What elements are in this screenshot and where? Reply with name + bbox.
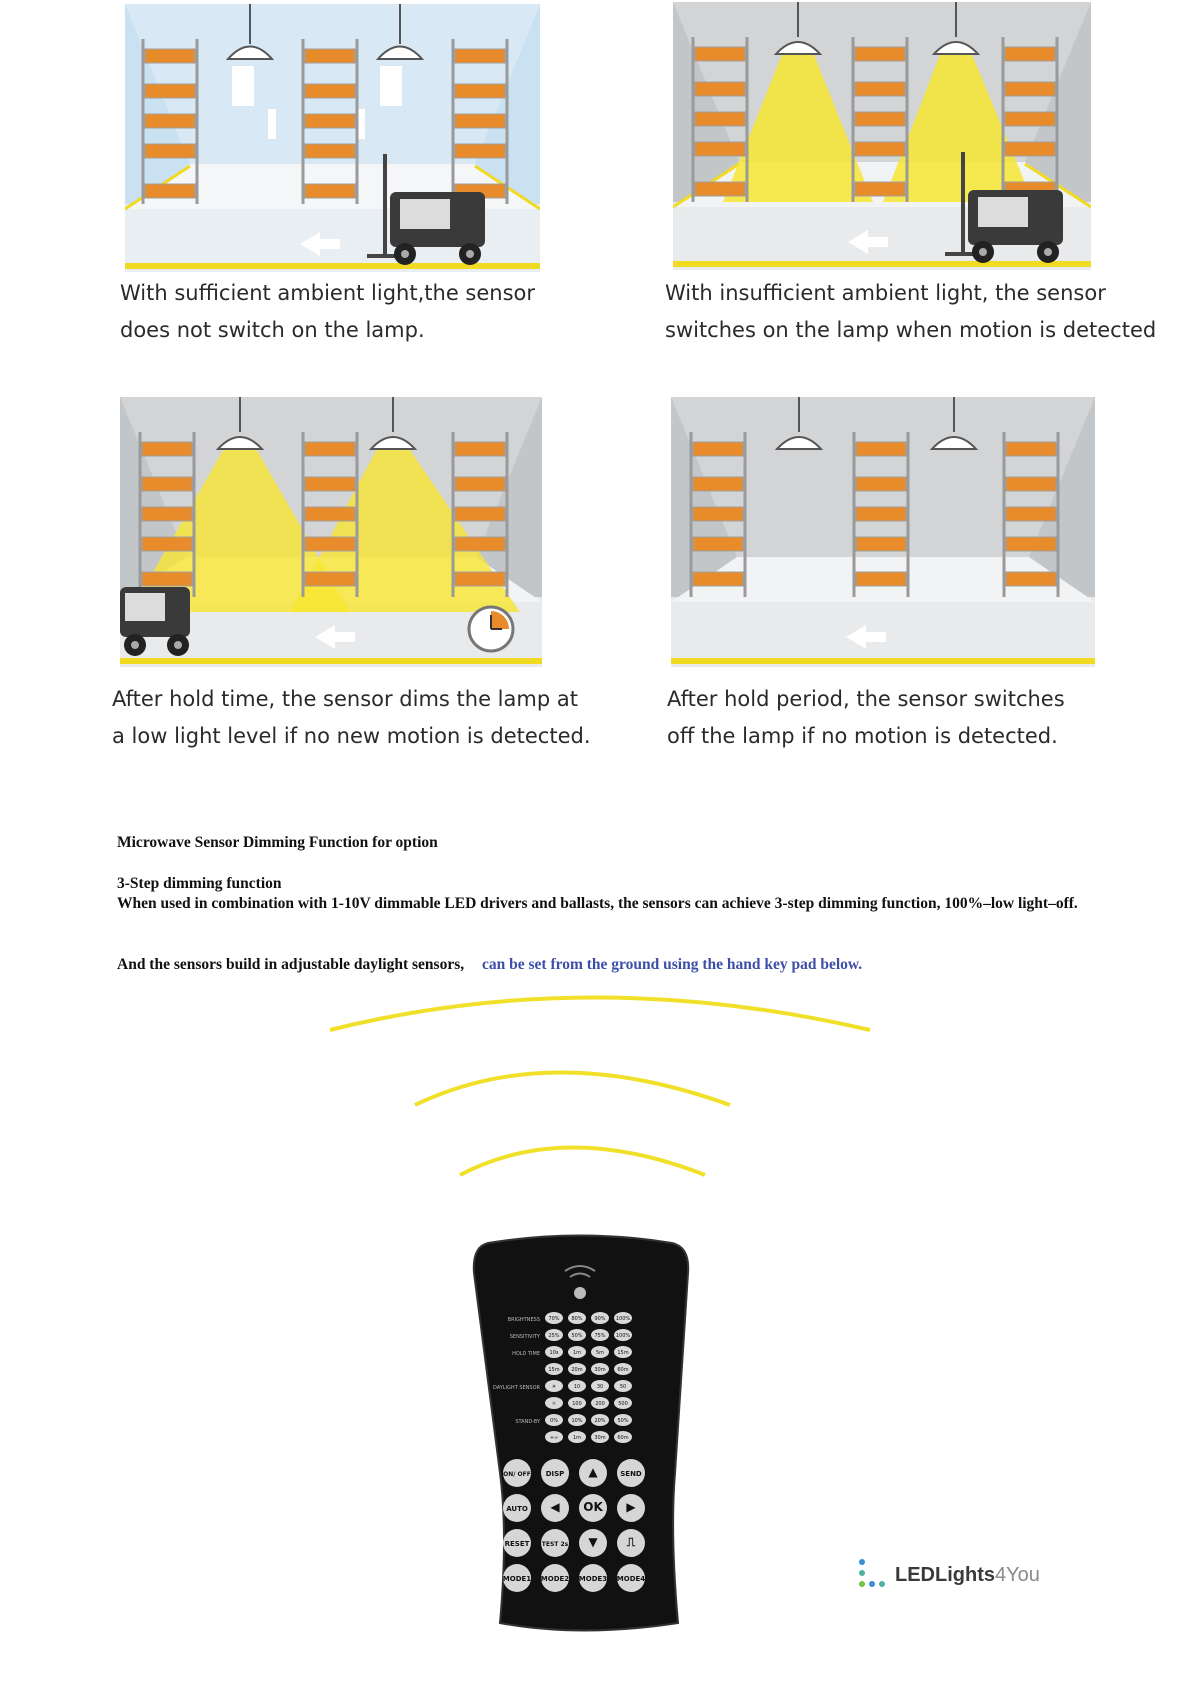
section-paragraph: When used in combination with 1-10V dimmable LED drivers and ballasts, the sensors can achieve 3-step dimming function, 100%–low light–off.	[117, 895, 1078, 912]
remote-button-label: MODE4	[616, 1575, 646, 1583]
remote-button-label: RESET	[504, 1540, 530, 1548]
section-title: Microwave Sensor Dimming Function for option	[117, 834, 438, 851]
remote-setting-key-label: 20%	[594, 1418, 606, 1424]
remote-setting-key-label: 10s	[549, 1350, 559, 1356]
remote-button-label: MODE1	[502, 1575, 532, 1583]
caption-hold-time-dim	[112, 681, 591, 755]
remote-setting-key-label: 30m	[594, 1435, 606, 1441]
remote-button-label: ON/ OFF	[503, 1471, 531, 1478]
remote-setting-key-label: 1m	[572, 1435, 582, 1441]
remote-control	[470, 1233, 690, 1633]
signal-waves-icon	[320, 985, 880, 1185]
remote-setting-key-label: 10	[573, 1384, 581, 1390]
remote-button-label: ▼	[588, 1535, 598, 1549]
remote-setting-key-label: 50%	[571, 1333, 583, 1339]
remote-setting-key-label: 100%	[615, 1333, 631, 1339]
remote-row-label: HOLD TIME	[512, 1351, 540, 1357]
remote-setting-key-label: 75%	[594, 1333, 606, 1339]
panel-sufficient-light	[125, 4, 540, 272]
remote-button-label: MODE3	[578, 1575, 608, 1583]
remote-setting-key-label: 200	[595, 1401, 605, 1407]
caption-insufficient-light	[665, 275, 1156, 349]
remote-setting-key-label: 30	[596, 1384, 604, 1390]
remote-button-label: ⎍	[626, 1535, 636, 1549]
caption-line: switches on the lamp when motion is detected	[665, 318, 1157, 342]
remote-button-label: ◀	[550, 1500, 560, 1514]
caption-sufficient-light	[120, 275, 535, 349]
warehouse-illustration	[120, 397, 542, 667]
remote-setting-key-label: 10%	[571, 1418, 583, 1424]
remote-setting-key-label: 5m	[595, 1350, 605, 1356]
warehouse-illustration	[671, 397, 1095, 667]
warehouse-illustration	[673, 2, 1091, 270]
daylight-text: And the sensors build in adjustable daylight sensors,	[117, 956, 465, 973]
remote-setting-key-label: ☼	[551, 1401, 557, 1407]
remote-button-label: ▲	[588, 1465, 598, 1479]
remote-row-label: STAND-BY	[515, 1419, 540, 1425]
caption-line: After hold period, the sensor switches	[667, 687, 1065, 711]
remote-setting-key-label: 70%	[548, 1316, 560, 1322]
ir-window-icon	[574, 1287, 586, 1299]
warehouse-illustration	[125, 4, 540, 272]
remote-setting-key-label: 60m	[617, 1435, 629, 1441]
remote-setting-key-label: 50	[619, 1384, 627, 1390]
remote-button-label: ▶	[626, 1500, 636, 1514]
remote-setting-key-label: +∞	[549, 1435, 559, 1441]
remote-setting-key-label: 1m	[572, 1350, 582, 1356]
remote-button-label: SEND	[620, 1470, 642, 1478]
remote-setting-key-label: 20m	[571, 1367, 583, 1373]
remote-setting-key-label: 60m	[617, 1367, 629, 1373]
logo-dots-icon	[855, 1555, 889, 1595]
caption-line: After hold time, the sensor dims the lamp at	[112, 687, 578, 711]
remote-row-label: DAYLIGHT SENSOR	[492, 1385, 540, 1391]
caption-line: off the lamp if no motion is detected.	[667, 724, 1058, 748]
caption-hold-period-off	[667, 681, 1065, 755]
remote-button-label: MODE2	[540, 1575, 570, 1583]
remote-setting-key-label: 15m	[617, 1350, 629, 1356]
remote-setting-key-label: 100%	[615, 1316, 631, 1322]
remote-setting-key-label: 15m	[548, 1367, 560, 1373]
remote-button-label: DISP	[545, 1470, 565, 1478]
remote-button-label: OK	[583, 1500, 603, 1514]
logo-text-light: 4You	[995, 1563, 1040, 1586]
caption-line: With insufficient ambient light, the sensor	[665, 281, 1106, 305]
remote-setting-key-label: 100	[572, 1401, 582, 1407]
daylight-link[interactable]: can be set from the ground using the hand key pad below.	[482, 956, 863, 973]
panel-hold-time-dim	[120, 397, 542, 667]
remote-row-label: BRIGHTNESS	[507, 1317, 540, 1323]
remote-button-label: TEST 2s	[541, 1541, 569, 1548]
remote-setting-key-label: 90%	[594, 1316, 606, 1322]
panel-insufficient-light	[673, 2, 1091, 270]
remote-row-label: SENSITIVITY	[509, 1334, 540, 1340]
remote-setting-key-label: 500	[618, 1401, 628, 1407]
caption-line: a low light level if no new motion is detected.	[112, 724, 591, 748]
remote-setting-key-label: 30m	[594, 1367, 606, 1373]
logo-text-bold: LEDLights	[895, 1563, 995, 1586]
remote-button-label: AUTO	[506, 1505, 528, 1513]
caption-line: With sufficient ambient light,the sensor	[120, 281, 536, 305]
section-subtitle: 3-Step dimming function	[117, 875, 282, 892]
caption-line: does not switch on the lamp.	[120, 318, 425, 342]
remote-setting-key-label: 50%	[617, 1418, 629, 1424]
daylight-line	[117, 955, 862, 975]
panel-hold-period-off	[671, 397, 1095, 667]
remote-setting-key-label: 25%	[548, 1333, 560, 1339]
clock-icon	[469, 607, 513, 651]
brand-logo	[855, 1555, 1040, 1595]
remote-setting-key-label: 80%	[571, 1316, 583, 1322]
remote-setting-key-label: 0%	[550, 1418, 558, 1424]
remote-setting-key-label: ☀	[551, 1384, 557, 1390]
